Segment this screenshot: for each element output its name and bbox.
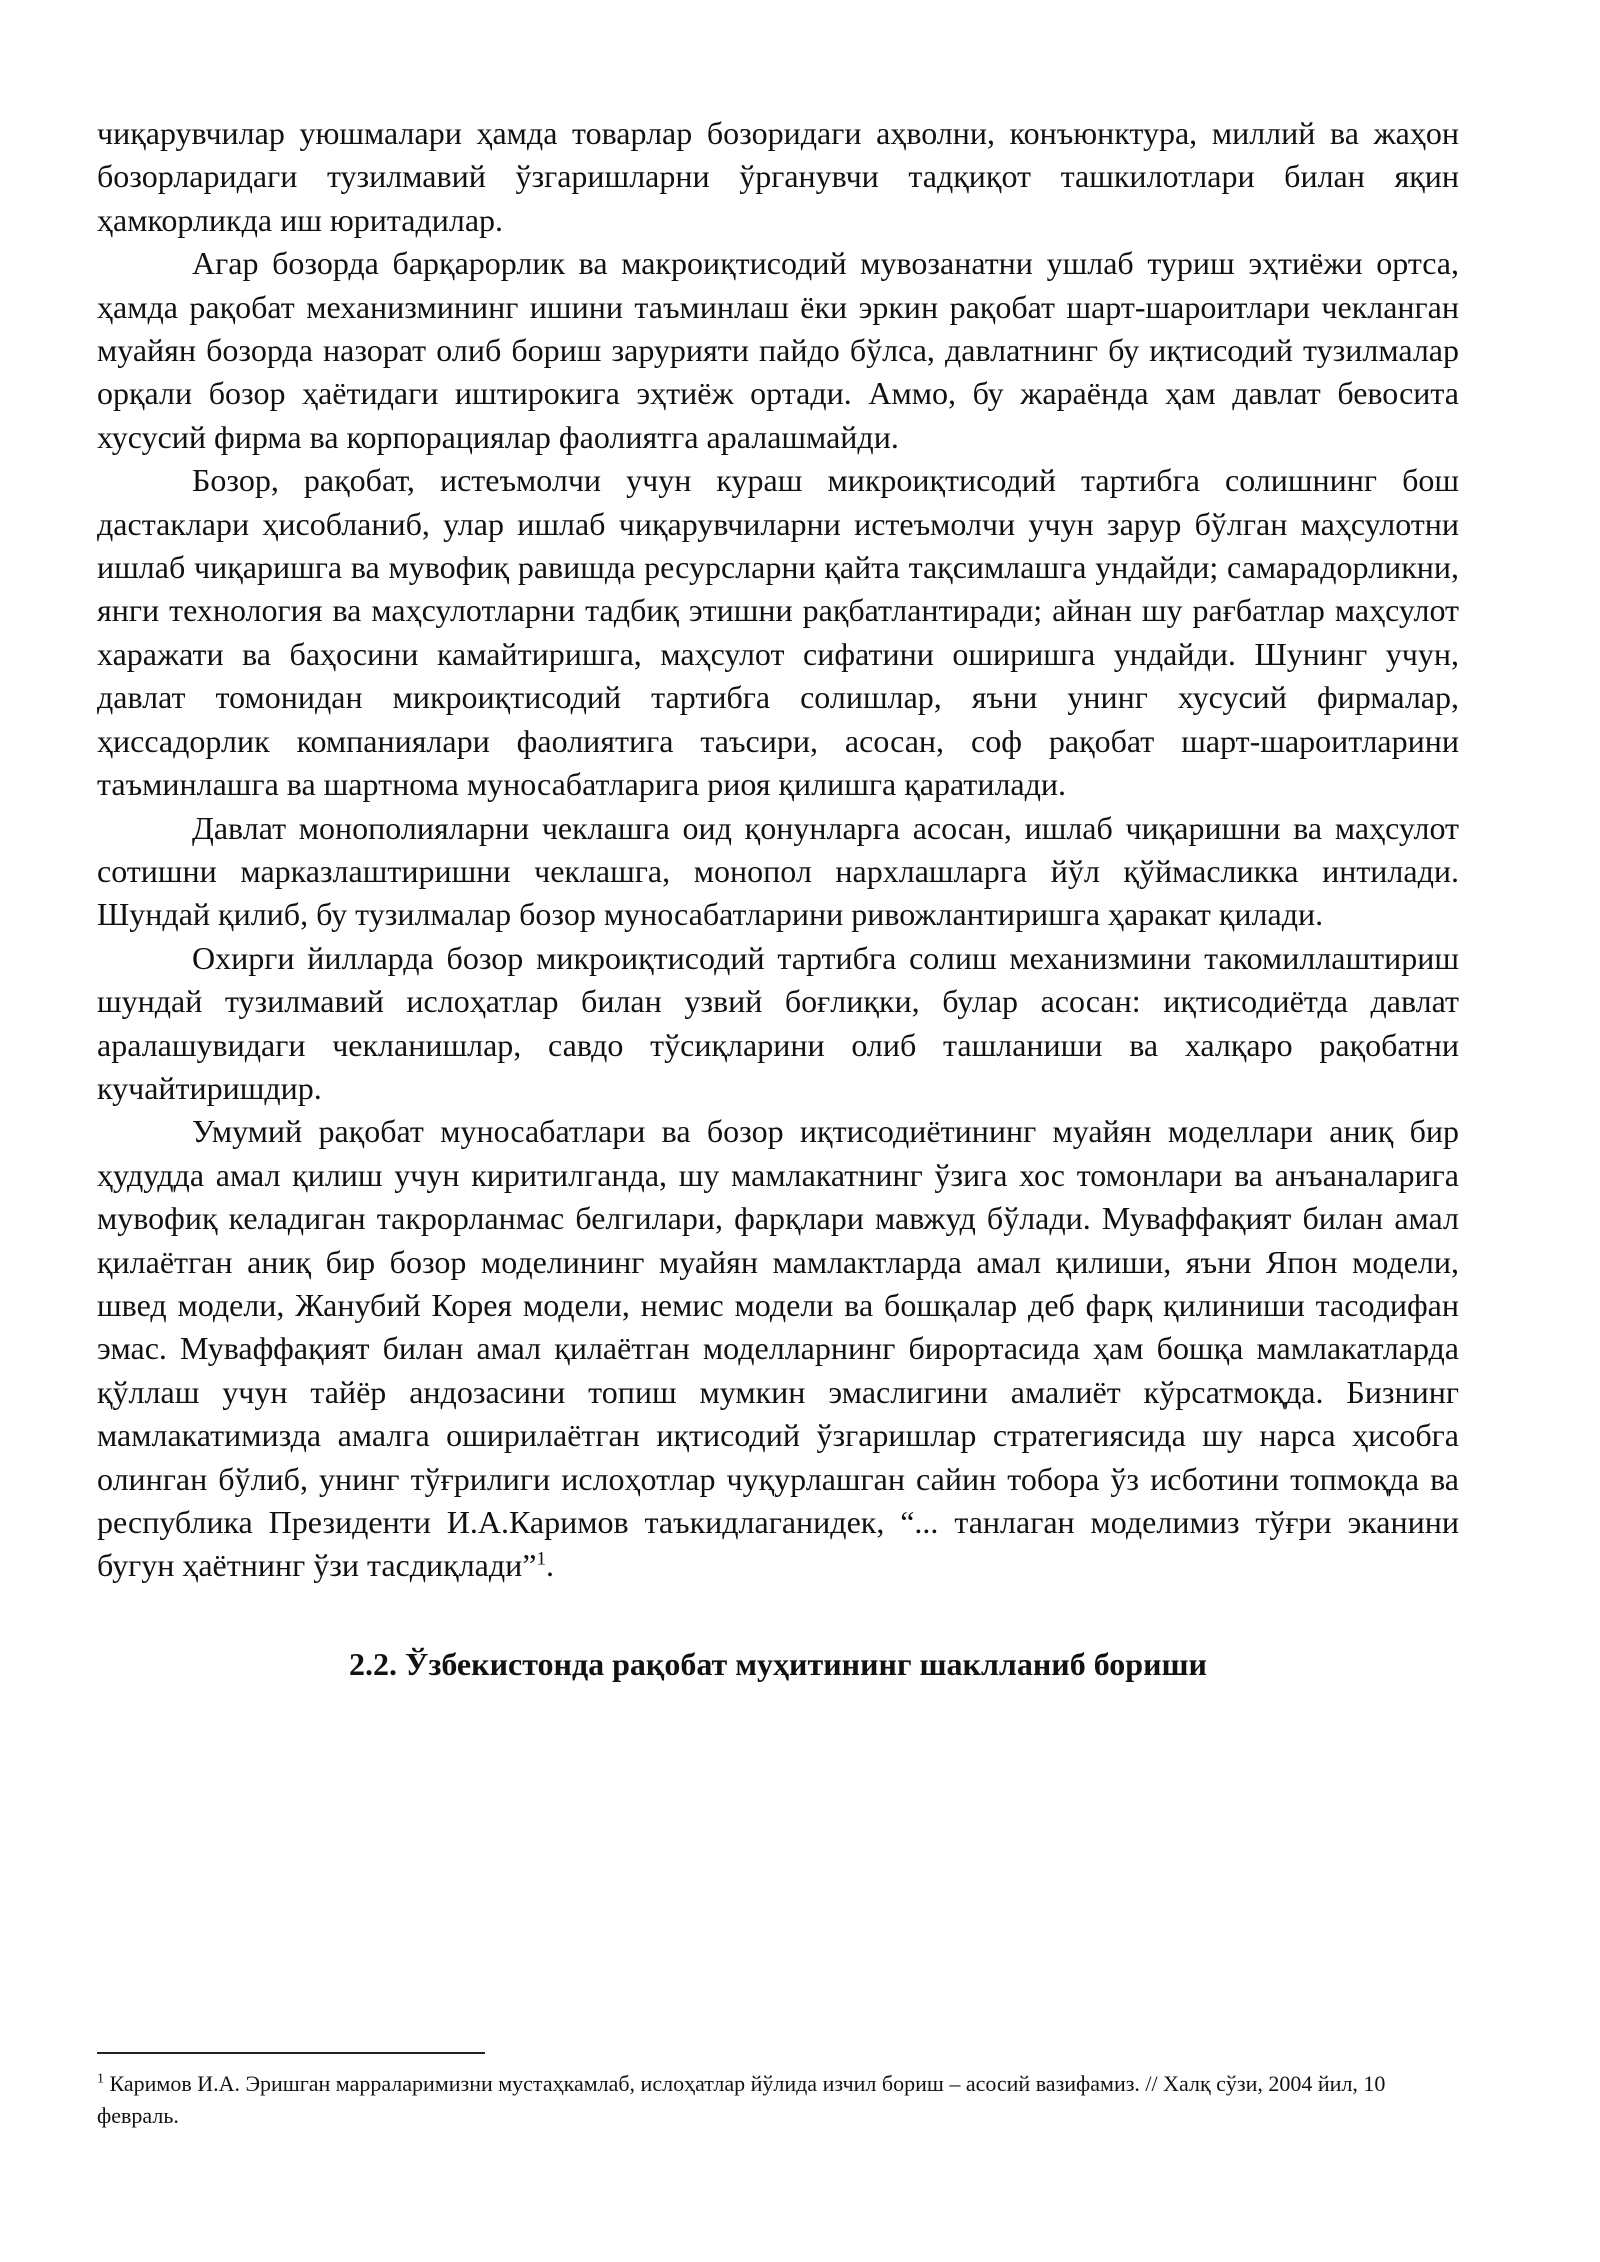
footnote-reference[interactable]: 1 xyxy=(536,1548,546,1570)
paragraph-continuation: чиқарувчилар уюшмалари ҳамда товарлар бозоридаги аҳволни, конъюнктура, миллий ва жаҳон бозорларидаги тузилмавий ўзгаришларни ўрганувчи тадқиқот ташкилотлари билан яқин ҳамкорликда иш юритадилар. xyxy=(97,115,1459,238)
paragraph-models xyxy=(97,1110,1459,1587)
section-heading: 2.2. Ўзбекистонда рақобат муҳитининг шаклланиб бориши xyxy=(349,1645,1207,1682)
footnote xyxy=(97,2068,1459,2132)
paragraph-stability: Агар бозорда барқарорлик ва макроиқтисодий мувозанатни ушлаб туриш эҳтиёжи ортса, ҳамда рақобат механизмининг ишини таъминлаш ёки эркин рақобат шарт-шароитлари чекланган муайян бозорда назорат олиб бориш зарурияти пайдо бўлса, давлатнинг бу иқтисодий тузилмалар орқали бозор ҳаётидаги иштирокига эҳтиёж ортади. Аммо, бу жараёнда ҳам давлат бевосита хусусий фирма ва корпорациялар фаолиятга аралашмайди. xyxy=(97,245,1459,455)
paragraph-competition: Бозор, рақобат, истеъмолчи учун кураш микроиқтисодий тартибга солишнинг бош дастаклари ҳисобланиб, улар ишлаб чиқарувчиларни истеъмолчи учун зарур бўлган маҳсулотни ишлаб чиқаришга ва мувофиқ равишда ресурсларни қайта тақсимлашга ундайди; самарадорликни, янги технология ва маҳсулотларни тадбиқ этишни рақбатлантиради; айнан шу рағбатлар маҳсулот харажати ва баҳосини камайтиришга, маҳсулот сифатини оширишга ундайди. Шунинг учун, давлат томонидан микроиқтисодий тартибга солишлар, яъни унинг хусусий фирмалар, ҳиссадорлик компаниялари фаолиятига таъсири, асосан, соф рақобат шарт-шароитларини таъминлашга ва шартнома муносабатларига риоя қилишга қаратилади. xyxy=(97,462,1459,803)
footnote-text: Каримов И.А. Эришган марраларимизни мустаҳкамлаб, ислоҳатлар йўлида изчил бориш – асосий вазифамиз. // Халқ сўзи, 2004 йил, 10 февраль. xyxy=(97,2071,1386,2128)
footnote-divider xyxy=(97,2052,485,2054)
document-body xyxy=(97,112,1459,1686)
footnote-mark: 1 xyxy=(97,2071,104,2087)
paragraph-models-end: . xyxy=(545,1547,554,1584)
paragraph-models-text: Умумий рақобат муносабатлари ва бозор иқтисодиётининг муайян моделлари аниқ бир ҳудудда амал қилиш учун киритилганда, шу мамлакатнинг ўзига хос томонлари ва анъаналарига мувофиқ келадиган такрорланмас белгилари, фарқлари мавжуд бўлади. Муваффақият билан амал қилаётган аниқ бир бозор моделининг муайян мамлактларда амал қилиши, яъни Япон модели, швед модели, Жанубий Корея модели, немис модели ва бошқалар деб фарқ қилиниши тасодифан эмас. Муваффақият билан амал қилаётган моделларнинг бирортасида ҳам бошқа мамлакатларда қўллаш учун тайёр андозасини топиш мумкин эмаслигини амалиёт кўрсатмоқда. Бизнинг мамлакатимизда амалга оширилаётган иқтисодий ўзгаришлар стратегиясида шу нарса ҳисобга олинган бўлиб, унинг тўғрилиги ислоҳотлар чуқурлашган сайин тобора ўз исботини топмоқда ва республика Президенти И.А.Каримов таъкидлаганидек, “... танлаган моделимиз тўғри эканини бугун ҳаётнинг ўзи тасдиқлади” xyxy=(97,1113,1459,1584)
paragraph-reforms: Охирги йилларда бозор микроиқтисодий тартибга солиш механизмини такомиллаштириш шундай тузилмавий ислоҳатлар билан узвий боғлиқки, булар асосан: иқтисодиётда давлат аралашувидаги чекланишлар, савдо тўсиқларини олиб ташланиши ва халқаро рақобатни кучайтиришдир. xyxy=(97,939,1459,1106)
paragraph-monopoly: Давлат монополияларни чеклашга оид қонунларга асосан, ишлаб чиқаришни ва маҳсулот сотишни марказлаштиришни чеклашга, монопол нархлашларга йўл қўймасликка интилади. Шундай қилиб, бу тузилмалар бозор муносабатларини ривожлантиришга ҳаракат қилади. xyxy=(97,809,1459,933)
